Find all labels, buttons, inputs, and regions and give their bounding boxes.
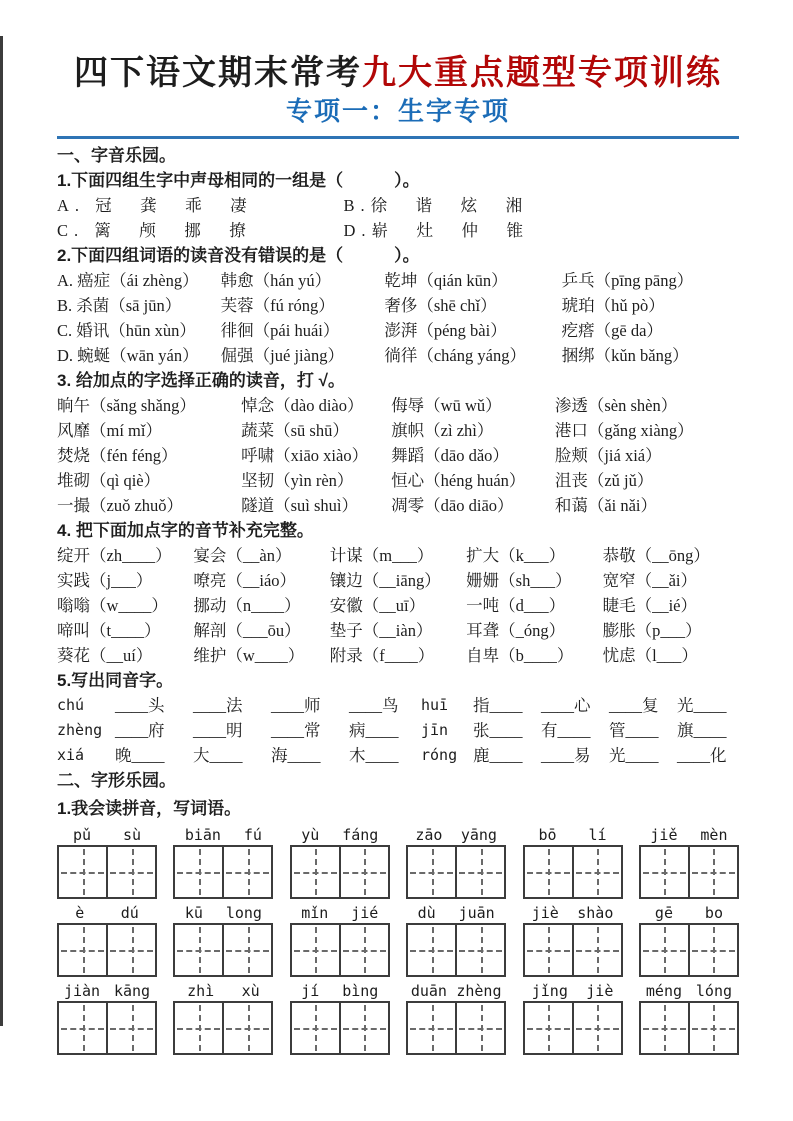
q1-option: A. 冠 龚 乖 凄 xyxy=(57,196,253,215)
pinyin-label xyxy=(406,981,506,1001)
q4-items-grid xyxy=(57,543,739,668)
q4-word-item: 附录（f____） xyxy=(329,646,435,665)
q3-word-item: 蔬菜（sū shū） xyxy=(241,421,349,440)
q5-blank-item: 海____ xyxy=(271,746,321,765)
pinyin-label xyxy=(173,981,273,1001)
answer-writing-box xyxy=(57,923,157,977)
q2-word-item: 疙瘩（gē da） xyxy=(561,321,663,340)
pinyin-label xyxy=(406,825,506,845)
q5-blank-item: ____师 xyxy=(271,696,321,715)
writing-cell xyxy=(292,1003,339,1053)
q4-word-item: 一吨（d___） xyxy=(466,596,566,615)
q4-word-item: 维护（w____） xyxy=(193,646,305,665)
q5-pinyin-label: chú xyxy=(57,696,85,714)
pinyin-label xyxy=(523,903,623,923)
pinyin-label xyxy=(290,903,390,923)
pinyin-syllable: jié xyxy=(351,904,379,922)
answer-writing-box xyxy=(173,1001,273,1055)
pinyin-syllable: mǐn xyxy=(301,904,329,922)
q3-word-item: 堆砌（qì qiè） xyxy=(57,471,161,490)
pinyin-label xyxy=(639,981,739,1001)
answer-writing-box xyxy=(639,845,739,899)
pinyin-syllable: kū xyxy=(184,904,203,922)
writing-row xyxy=(57,903,739,977)
pinyin-syllable: jǐng xyxy=(531,982,568,1000)
q5-blank-item: ____化 xyxy=(677,746,727,765)
pinyin-label xyxy=(639,825,739,845)
q1-options-grid xyxy=(57,193,739,243)
q3-word-item: 港口（gǎng xiàng） xyxy=(554,421,694,440)
writing-cell xyxy=(641,1003,688,1053)
answer-writing-box xyxy=(406,845,506,899)
writing-cell xyxy=(408,847,455,897)
q2-word-item: 乒乓（pīng pāng） xyxy=(561,271,694,290)
pinyin-label xyxy=(173,903,273,923)
answer-writing-box xyxy=(639,1001,739,1055)
q4-word-item: 姗姗（sh___） xyxy=(466,571,572,590)
answer-writing-box xyxy=(523,923,623,977)
q5-pinyin-label: zhèng xyxy=(57,721,103,739)
pinyin-syllable: duān xyxy=(410,982,447,1000)
q2-word-item: 澎湃（péng bài） xyxy=(384,321,507,340)
pinyin-syllable: kāng xyxy=(113,982,151,1000)
q5-blank-item: 有____ xyxy=(541,721,591,740)
writing-group xyxy=(639,903,739,977)
q2-word-item: 徘徊（pái huái） xyxy=(220,321,340,340)
pinyin-label xyxy=(406,903,506,923)
q3-word-item: 呼啸（xiāo xiào） xyxy=(241,446,369,465)
pinyin-label xyxy=(57,981,157,1001)
page-content xyxy=(0,52,793,1055)
q4-word-item: 扩大（k___） xyxy=(466,546,566,565)
q4-word-item: 安徽（__uī） xyxy=(329,596,426,615)
q4-word-item: 葵花（__uí） xyxy=(57,646,153,665)
pinyin-syllable: yāng xyxy=(460,826,497,844)
writing-cell xyxy=(175,1003,222,1053)
q4-word-item: 自卑（b____） xyxy=(466,646,574,665)
writing-cell xyxy=(525,1003,572,1053)
writing-cell xyxy=(408,925,455,975)
section1-heading: 一、字音乐园。 xyxy=(57,146,176,165)
answer-writing-box xyxy=(290,923,390,977)
q2-word-item: 乾坤（qián kūn） xyxy=(384,271,508,290)
q4-stem: 4. 把下面加点字的音节补充完整。 xyxy=(57,521,314,540)
pinyin-syllable: jiě xyxy=(650,826,678,844)
q5-blank-item: ____复 xyxy=(609,696,659,715)
writing-cell xyxy=(339,925,388,975)
q2-word-item: B. 杀菌（sā jūn） xyxy=(57,296,182,315)
q2-word-item: 倔强（jué jiàng） xyxy=(220,346,344,365)
q1-option: B.徐 谐 炫 湘 xyxy=(343,196,529,215)
q5-pinyin-label: róng xyxy=(421,746,458,764)
q2-word-item: D. 蜿蜒（wān yán） xyxy=(57,346,199,365)
q3-word-item: 脸颊（jiá xiá） xyxy=(554,446,662,465)
q4-word-item: 睫毛（__ié） xyxy=(602,596,697,615)
pinyin-syllable: zāo xyxy=(415,826,443,844)
writing-cell xyxy=(641,925,688,975)
writing-cell xyxy=(572,1003,621,1053)
writing-cell xyxy=(688,847,737,897)
q5-blank-item: ____明 xyxy=(193,721,243,740)
q4-word-item: 忧虑（l___） xyxy=(602,646,698,665)
q3-word-item: 隧道（suì shuì） xyxy=(241,496,359,515)
q4-word-item: 垫子（__iàn） xyxy=(329,621,433,640)
q5-blank-item: 鹿____ xyxy=(473,746,523,765)
writing-cell xyxy=(222,1003,271,1053)
answer-writing-box xyxy=(406,1001,506,1055)
q5-blank-item: 木____ xyxy=(349,746,399,765)
pinyin-syllable: fú xyxy=(243,826,262,844)
q3-word-item: 侮辱（wū wǔ） xyxy=(391,396,502,415)
page-title xyxy=(57,52,739,96)
pinyin-label xyxy=(639,903,739,923)
q5-blank-item: ____易 xyxy=(541,746,591,765)
writing-group xyxy=(523,903,623,977)
answer-writing-box xyxy=(173,923,273,977)
writing-group xyxy=(290,825,390,899)
pinyin-syllable: jí xyxy=(301,982,320,1000)
q3-word-item: 沮丧（zǔ jǔ） xyxy=(554,471,654,490)
section2-heading: 二、字形乐园。 xyxy=(57,771,176,790)
q2-word-item: C. 婚讯（hūn xùn） xyxy=(57,321,196,340)
pinyin-label xyxy=(173,825,273,845)
writing-group xyxy=(406,825,506,899)
q3-word-item: 凋零（dāo diāo） xyxy=(391,496,514,515)
writing-group xyxy=(523,981,623,1055)
pinyin-syllable: biān xyxy=(184,826,221,844)
writing-cell xyxy=(339,1003,388,1053)
title-black-part: 四下语文期末常考 xyxy=(74,55,362,92)
q1-stem: 1.下面四组生字中声母相同的一组是（ ）。 xyxy=(57,171,420,190)
writing-row xyxy=(57,825,739,899)
pinyin-label xyxy=(57,903,157,923)
pinyin-syllable: bō xyxy=(538,826,557,844)
q2-word-item: 芙蓉（fú róng） xyxy=(220,296,335,315)
q5-blank-item: ____府 xyxy=(115,721,165,740)
writing-cell xyxy=(525,847,572,897)
writing-cell xyxy=(106,847,155,897)
q3-word-item: 舞蹈（dāo dǎo） xyxy=(391,446,509,465)
pinyin-syllable: dú xyxy=(120,904,139,922)
q4-word-item: 耳聋（_óng） xyxy=(466,621,566,640)
writing-group xyxy=(639,981,739,1055)
blue-divider-line xyxy=(57,136,739,139)
writing-group xyxy=(173,981,273,1055)
q3-word-item: 悼念（dào diào） xyxy=(241,396,364,415)
pinyin-syllable: jiàn xyxy=(63,982,101,1000)
writing-cell xyxy=(455,847,504,897)
q4-word-item: 计谋（m___） xyxy=(329,546,434,565)
q2-options-grid xyxy=(57,268,739,368)
pinyin-syllable: bìng xyxy=(342,982,379,1000)
writing-row xyxy=(57,981,739,1055)
q3-word-item: 恒心（héng huán） xyxy=(391,471,526,490)
q5-stem: 5.写出同音字。 xyxy=(57,671,174,690)
q5-blank-item: ____常 xyxy=(271,721,321,740)
answer-writing-box xyxy=(57,1001,157,1055)
q5-pinyin-label: xiá xyxy=(57,746,85,764)
q4-word-item: 嘹亮（__iáo） xyxy=(193,571,297,590)
q5-blank-item: ____心 xyxy=(541,696,591,715)
q2-word-item: A. 癌症（ái zhèng） xyxy=(57,271,199,290)
q3-word-item: 旗帜（zì zhì） xyxy=(391,421,494,440)
q4-word-item: 啼叫（t____） xyxy=(57,621,161,640)
q4-word-item: 实践（j___） xyxy=(57,571,153,590)
writing-cell xyxy=(572,925,621,975)
pinyin-syllable: mèn xyxy=(700,826,728,844)
writing-cell xyxy=(222,925,271,975)
pinyin-label xyxy=(290,981,390,1001)
q1-option: C. 篱 颅 挪 撩 xyxy=(57,221,252,240)
q5-blank-item: 大____ xyxy=(193,746,243,765)
q4-word-item: 镶边（__iāng） xyxy=(329,571,441,590)
writing-group xyxy=(639,825,739,899)
pinyin-syllable: sù xyxy=(122,826,142,844)
writing-cell xyxy=(59,847,106,897)
writing-group xyxy=(523,825,623,899)
pinyin-syllable: juān xyxy=(458,904,495,922)
writing-group xyxy=(290,981,390,1055)
writing-cell xyxy=(688,1003,737,1053)
writing-cell xyxy=(455,925,504,975)
q3-items-grid xyxy=(57,393,739,518)
q4-word-item: 挪动（n____） xyxy=(193,596,301,615)
writing-group xyxy=(406,981,506,1055)
q5-pinyin-label: jīn xyxy=(421,721,449,739)
writing-cell xyxy=(106,925,155,975)
writing-group xyxy=(406,903,506,977)
answer-writing-box xyxy=(639,923,739,977)
q5-blank-item: 晚____ xyxy=(115,746,165,765)
writing-group xyxy=(57,903,157,977)
pinyin-syllable: long xyxy=(225,904,262,922)
pinyin-syllable: xù xyxy=(241,982,260,1000)
writing-cell xyxy=(292,925,339,975)
q3-word-item: 一撮（zuǒ zhuǒ） xyxy=(57,496,184,515)
writing-grid-area xyxy=(57,825,739,1055)
pinyin-syllable: jiè xyxy=(586,982,614,1000)
pinyin-syllable: gē xyxy=(654,904,673,922)
writing-cell xyxy=(455,1003,504,1053)
pinyin-label xyxy=(523,981,623,1001)
q3-word-item: 和蔼（ǎi nǎi） xyxy=(554,496,658,515)
pinyin-syllable: è xyxy=(75,904,85,922)
section2-q1-stem: 1.我会读拼音，写词语。 xyxy=(57,799,242,818)
q5-blank-item: ____鸟 xyxy=(349,696,399,715)
q5-pinyin-label: huī xyxy=(421,696,449,714)
writing-cell xyxy=(175,925,222,975)
writing-cell xyxy=(59,1003,106,1053)
writing-cell xyxy=(572,847,621,897)
q5-blank-item: 管____ xyxy=(609,721,659,740)
q5-blank-item: 光____ xyxy=(609,746,659,765)
pinyin-syllable: dù xyxy=(417,904,436,922)
answer-writing-box xyxy=(57,845,157,899)
pinyin-label xyxy=(290,825,390,845)
q4-word-item: 膨胀（p___） xyxy=(602,621,702,640)
writing-cell xyxy=(641,847,688,897)
q5-blank-item: ____法 xyxy=(193,696,243,715)
q4-word-item: 恭敬（__ōng） xyxy=(602,546,710,565)
writing-cell xyxy=(222,847,271,897)
q4-word-item: 解剖（___ōu） xyxy=(193,621,301,640)
q5-blank-item: 光____ xyxy=(677,696,727,715)
writing-cell xyxy=(175,847,222,897)
pinyin-syllable: méng xyxy=(645,982,683,1000)
q2-word-item: 徜徉（cháng yáng） xyxy=(384,346,526,365)
q1-option: D.崭 灶 仲 锥 xyxy=(343,221,529,240)
writing-group xyxy=(57,825,157,899)
answer-writing-box xyxy=(290,845,390,899)
pinyin-syllable: pǔ xyxy=(72,826,92,844)
q3-word-item: 渗透（sèn shèn） xyxy=(554,396,678,415)
answer-writing-box xyxy=(406,923,506,977)
q5-items-grid xyxy=(57,693,739,768)
q2-stem: 2.下面四组词语的读音没有错误的是（ ）。 xyxy=(57,246,420,265)
pinyin-syllable: zhèng xyxy=(456,982,502,1000)
q5-blank-item: 病____ xyxy=(349,721,399,740)
writing-group xyxy=(173,825,273,899)
q5-blank-item: 旗____ xyxy=(677,721,727,740)
pinyin-label xyxy=(523,825,623,845)
q4-word-item: 绽开（zh____） xyxy=(57,546,172,565)
pinyin-syllable: lí xyxy=(588,826,607,844)
pinyin-syllable: yù xyxy=(301,826,320,844)
pinyin-syllable: fáng xyxy=(342,826,379,844)
q2-word-item: 捆绑（kǔn bǎng） xyxy=(561,346,689,365)
pinyin-syllable: lóng xyxy=(695,982,733,1000)
q4-word-item: 宽窄（__ǎi） xyxy=(602,571,697,590)
pinyin-label xyxy=(57,825,157,845)
writing-cell xyxy=(292,847,339,897)
pinyin-syllable: zhì xyxy=(187,982,215,1000)
q3-word-item: 坚韧（yìn rèn） xyxy=(241,471,354,490)
q5-blank-item: ____头 xyxy=(115,696,165,715)
title-red-part: 九大重点题型专项训练 xyxy=(362,55,722,92)
answer-writing-box xyxy=(173,845,273,899)
q2-word-item: 奢侈（shē chǐ） xyxy=(384,296,497,315)
q2-word-item: 韩愈（hán yú） xyxy=(220,271,332,290)
writing-group xyxy=(57,981,157,1055)
writing-cell xyxy=(408,1003,455,1053)
answer-writing-box xyxy=(523,1001,623,1055)
q3-word-item: 焚烧（fén féng） xyxy=(57,446,178,465)
writing-group xyxy=(290,903,390,977)
writing-cell xyxy=(688,925,737,975)
answer-writing-box xyxy=(523,845,623,899)
scan-edge-artifact xyxy=(0,36,3,1026)
writing-group xyxy=(173,903,273,977)
q4-word-item: 嗡嗡（w____） xyxy=(57,596,168,615)
q5-blank-item: 张____ xyxy=(473,721,523,740)
pinyin-syllable: bo xyxy=(704,904,723,922)
q5-blank-item: 指____ xyxy=(473,696,523,715)
q3-word-item: 晌午（sǎng shǎng） xyxy=(57,396,196,415)
pinyin-syllable: shào xyxy=(577,904,614,922)
page-subtitle: 专项一：生字专项 xyxy=(285,97,510,126)
q2-word-item: 琥珀（hǔ pò） xyxy=(561,296,665,315)
writing-cell xyxy=(339,847,388,897)
answer-writing-box xyxy=(290,1001,390,1055)
writing-cell xyxy=(106,1003,155,1053)
writing-cell xyxy=(525,925,572,975)
q3-stem: 3. 给加点的字选择正确的读音，打 √。 xyxy=(57,371,345,390)
q3-word-item: 风靡（mí mǐ） xyxy=(57,421,162,440)
writing-cell xyxy=(59,925,106,975)
q4-word-item: 宴会（__àn） xyxy=(193,546,292,565)
pinyin-syllable: jiè xyxy=(531,904,559,922)
